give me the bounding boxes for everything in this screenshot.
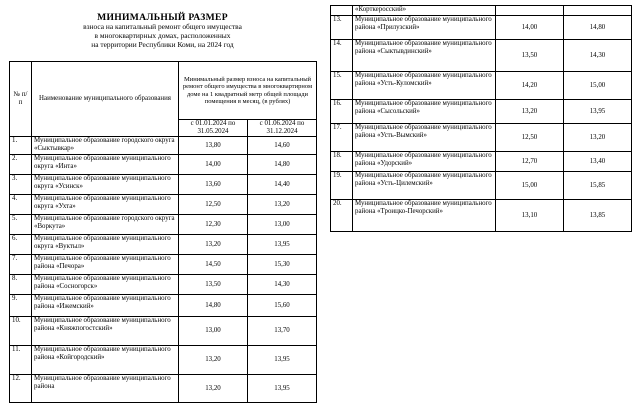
cell-value-period-2: 13,95: [248, 375, 317, 403]
cell-number: 9.: [10, 295, 32, 317]
cell-value-period-2: 13,95: [248, 346, 317, 375]
table-row: [10, 155, 317, 175]
cell-value-period-2: 15,30: [248, 255, 317, 275]
table-row: [10, 175, 317, 195]
table-row: [10, 295, 317, 317]
cell-number: 7.: [10, 255, 32, 275]
cell-value-period-2: 14,80: [248, 155, 317, 175]
cell-value-period-1: 13,10: [496, 200, 564, 232]
table-row: [10, 275, 317, 295]
cell-value-period-1: 12,50: [179, 195, 248, 215]
table-row: [331, 152, 632, 172]
cell-value-period-1: 13,20: [496, 100, 564, 124]
cell-number: 4.: [10, 195, 32, 215]
cell-name: Муниципальное образование муниципального района «Усть-Куломский»: [353, 72, 496, 100]
title-main: МИНИМАЛЬНЫЙ РАЗМЕР: [97, 12, 228, 23]
cell-number: [331, 6, 353, 16]
cell-number: 5.: [10, 215, 32, 235]
cell-value-period-1: 13,50: [179, 275, 248, 295]
cell-value: [564, 6, 632, 16]
cell-name: Муниципальное образование муниципального района: [32, 375, 179, 403]
table-row: [331, 72, 632, 100]
cell-value-period-1: 13,50: [496, 40, 564, 72]
table-row: [331, 16, 632, 40]
cell-name: Муниципальное образование городского округа «Воркута»: [32, 215, 179, 235]
cell-value-period-1: 13,20: [179, 346, 248, 375]
table-row: [331, 124, 632, 152]
table-row: [10, 137, 317, 155]
table-row: [10, 346, 317, 375]
cell-value-period-2: 13,95: [248, 235, 317, 255]
cell-value-period-1: 12,30: [179, 215, 248, 235]
cell-number: 6.: [10, 235, 32, 255]
table-row: [10, 195, 317, 215]
cell-name: Муниципальное образование муниципального района «Сысольский»: [353, 100, 496, 124]
cell-value-period-1: 13,00: [179, 317, 248, 346]
cell-name: Муниципальное образование муниципального района «Сыктывдинский»: [353, 40, 496, 72]
table-row: [331, 172, 632, 200]
cell-value-period-2: 15,60: [248, 295, 317, 317]
document-title: [10, 13, 315, 50]
cell-value-period-1: 12,50: [496, 124, 564, 152]
cell-value-period-2: 13,00: [248, 215, 317, 235]
title-line: в многоквартирных домах, расположенных: [94, 30, 231, 40]
cell-value-period-2: 14,80: [564, 16, 632, 40]
table-row: [10, 317, 317, 346]
cell-name: Муниципальное образование муниципального района «Усть-Вымский»: [353, 124, 496, 152]
table-row: [10, 215, 317, 235]
title-line: взноса на капитальный ремонт общего имущества: [83, 22, 242, 31]
cell-name: «Корткеросский»: [353, 6, 496, 16]
cell-value-period-2: 13,20: [564, 124, 632, 152]
cell-value-period-2: 13,20: [248, 195, 317, 215]
cell-value-period-1: 14,00: [496, 16, 564, 40]
cell-number: 3.: [10, 175, 32, 195]
cell-number: 10.: [10, 317, 32, 346]
cell-value-period-2: 14,30: [564, 40, 632, 72]
cell-value: [496, 6, 564, 16]
cell-value-period-2: 14,40: [248, 175, 317, 195]
cell-number: 14.: [331, 40, 353, 72]
cell-number: 17.: [331, 124, 353, 152]
cell-value-period-2: 13,70: [248, 317, 317, 346]
cell-value-period-1: 12,70: [496, 152, 564, 172]
cell-value-period-1: 14,00: [179, 155, 248, 175]
cell-name: Муниципальное образование муниципального округа «Усинск»: [32, 175, 179, 195]
cell-number: 13.: [331, 16, 353, 40]
cell-number: 15.: [331, 72, 353, 100]
header-size: Минимальный размер взноса на капитальный ремонт общего имущества в многоквартирном доме на 1 квадратный метр общей площади помещения в месяц, (в рублях): [179, 62, 317, 120]
cell-number: 12.: [10, 375, 32, 403]
cell-name: Муниципальное образование муниципального района «Сосногорск»: [32, 275, 179, 295]
table-row: [331, 100, 632, 124]
cell-value-period-1: 14,20: [496, 72, 564, 100]
cell-number: 8.: [10, 275, 32, 295]
cell-value-period-2: 13,85: [564, 200, 632, 232]
cell-value-period-2: 15,00: [564, 72, 632, 100]
cell-value-period-1: 13,80: [179, 137, 248, 155]
table-row: [10, 375, 317, 403]
cell-name: Муниципальное образование муниципального района «Койгородский»: [32, 346, 179, 375]
table-row: [331, 200, 632, 232]
cell-name: Муниципальное образование муниципального округа «Вуктыл»: [32, 235, 179, 255]
header-name: Наименование муниципального образования: [32, 62, 179, 137]
cell-name: Муниципальное образование муниципального района «Княжпогостский»: [32, 317, 179, 346]
rates-table-right: [330, 5, 632, 232]
cell-number: 19.: [331, 172, 353, 200]
cell-value-period-1: 13,20: [179, 235, 248, 255]
cell-name: Муниципальное образование муниципального района «Ижемский»: [32, 295, 179, 317]
cell-name: Муниципальное образование муниципального района «Усть-Цилемский»: [353, 172, 496, 200]
cell-value-period-2: 13,95: [564, 100, 632, 124]
header-period-2: с 01.06.2024 по 31.12.2024: [248, 120, 317, 137]
cell-value-period-2: 15,85: [564, 172, 632, 200]
cell-value-period-1: 14,80: [179, 295, 248, 317]
cell-name: Муниципальное образование городского округа «Сыктывкар»: [32, 137, 179, 155]
cell-number: 11.: [10, 346, 32, 375]
rates-table-left: [9, 61, 317, 403]
cell-number: 2.: [10, 155, 32, 175]
cell-name: Муниципальное образование муниципального округа «Ухта»: [32, 195, 179, 215]
cell-number: 16.: [331, 100, 353, 124]
cell-value-period-1: 14,50: [179, 255, 248, 275]
header-period-1: с 01.01.2024 по 31.05.2024: [179, 120, 248, 137]
cell-name: Муниципальное образование муниципального района «Удорский»: [353, 152, 496, 172]
cell-number: 20.: [331, 200, 353, 232]
cell-value-period-1: 13,60: [179, 175, 248, 195]
cell-value-period-1: 15,00: [496, 172, 564, 200]
cell-value-period-1: 13,20: [179, 375, 248, 403]
table-row: [331, 40, 632, 72]
cell-number: 1.: [10, 137, 32, 155]
cell-value-period-2: 13,40: [564, 152, 632, 172]
cell-value-period-2: 14,30: [248, 275, 317, 295]
cell-name: Муниципальное образование муниципального района «Прилузский»: [353, 16, 496, 40]
title-line: на территории Республики Коми, на 2024 год: [91, 39, 234, 49]
table-row: [10, 255, 317, 275]
header-number: № п/п: [10, 62, 32, 137]
cell-value-period-2: 14,60: [248, 137, 317, 155]
cell-name: Муниципальное образование муниципального района «Печора»: [32, 255, 179, 275]
cell-name: Муниципальное образование муниципального района «Троицко-Печорский»: [353, 200, 496, 232]
cell-number: 18.: [331, 152, 353, 172]
cell-name: Муниципальное образование муниципального округа «Инта»: [32, 155, 179, 175]
table-row: [331, 6, 632, 16]
table-row: [10, 235, 317, 255]
